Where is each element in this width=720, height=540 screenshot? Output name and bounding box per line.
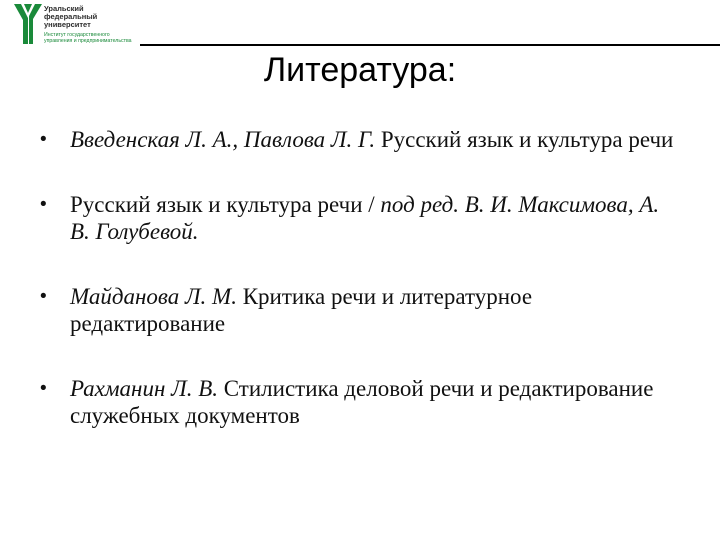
reference-item	[40, 126, 680, 153]
bullet-dot-icon: •	[40, 286, 47, 307]
reference-title: Критика речи и литературное редактирование	[70, 284, 533, 336]
logo-line: федеральный	[44, 11, 98, 21]
logo-subtitle-line: управления и предпринимательства	[44, 38, 132, 44]
university-logo	[14, 4, 144, 46]
bullet-dot-icon: •	[40, 129, 47, 150]
bullet-dot-icon: •	[40, 378, 47, 399]
header-divider	[140, 44, 720, 46]
reference-title: Стилистика деловой речи и редактирование служебных документов	[70, 376, 654, 428]
logo-line: Уральский	[44, 4, 84, 13]
reference-lead: Русский язык и культура речи /	[70, 192, 381, 217]
logo-subtitle	[44, 32, 144, 44]
slide-title: Литература:	[263, 51, 457, 89]
reference-authors: Рахманин Л. В.	[70, 376, 219, 401]
reference-item	[40, 283, 680, 337]
reference-item	[40, 375, 680, 429]
urfu-logo-icon	[14, 4, 42, 46]
reference-item	[40, 191, 680, 245]
reference-authors: Введенская Л. А., Павлова Л. Г.	[70, 127, 376, 152]
logo-line: университет	[44, 19, 91, 29]
reference-list	[40, 126, 680, 429]
logo-text	[44, 5, 97, 28]
logo-subtitle-line: Институт государственного	[44, 32, 110, 38]
bullet-dot-icon: •	[40, 194, 47, 215]
reference-title: Русский язык и культура речи	[375, 127, 674, 152]
reference-authors: под ред. В. И. Максимова, А. В. Голубевой.	[70, 192, 660, 244]
reference-authors: Майданова Л. М.	[70, 284, 237, 309]
